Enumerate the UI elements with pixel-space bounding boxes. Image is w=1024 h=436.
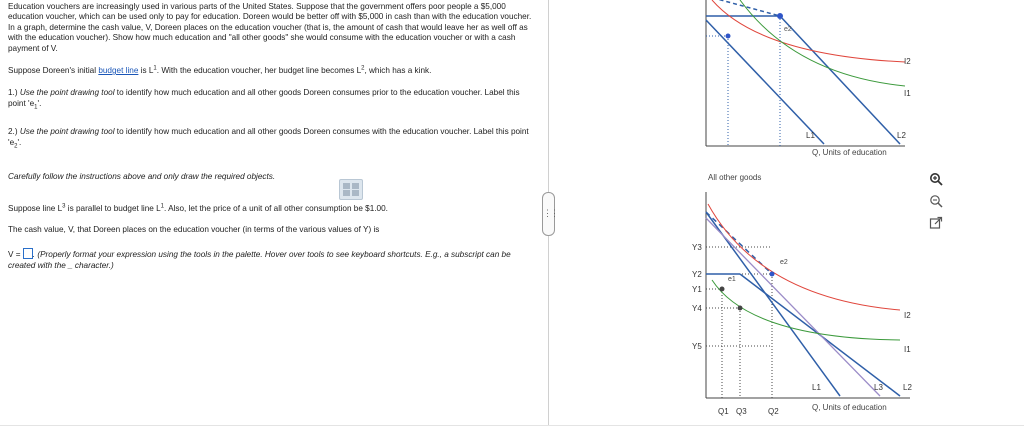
budget-line-statement: Suppose Doreen's initial budget line is $L^1$. With the education voucher, her budget line becomes $L^2$, which has a kink. <box>8 65 432 76</box>
top-label-l2: L2 <box>897 131 906 140</box>
top-label-e2: e2 <box>784 26 792 33</box>
problem-panel <box>8 2 538 271</box>
question-2: 2.) Use the point drawing tool to identify how much education and all other goods Doreen consumes with the education voucher. Label this point '$e_2$'. <box>8 127 529 150</box>
top-point-e1 <box>726 34 731 39</box>
question-1: 1.) Use the point drawing tool to identify how much education and all other goods Doreen consumes prior to the education voucher. Label this point '$e_1$'. <box>8 88 520 111</box>
label-l1: L1 <box>812 383 821 392</box>
bottom-x-axis-label: Q, Units of education <box>812 403 887 412</box>
resize-handle[interactable]: ⋮⋮ <box>542 192 555 236</box>
palette-icon[interactable] <box>339 179 363 200</box>
top-label-i1: I1 <box>904 89 911 98</box>
tick-q3: Q3 <box>736 407 747 416</box>
graph-tools <box>929 172 945 238</box>
tick-y5: Y5 <box>692 342 702 351</box>
tick-q1: Q1 <box>718 407 729 416</box>
zoom-out-icon[interactable] <box>929 194 943 208</box>
tick-y3: Y3 <box>692 243 702 252</box>
bottom-indiff-i2 <box>708 204 900 310</box>
label-e1: e1 <box>728 276 736 283</box>
top-budget-l2 <box>780 16 900 144</box>
label-l2: L2 <box>903 383 912 392</box>
top-budget-dashed <box>706 0 780 16</box>
bottom-point-e3 <box>738 306 743 311</box>
top-label-i2: I2 <box>904 57 911 66</box>
bottom-graph <box>690 168 920 423</box>
tick-y1: Y1 <box>692 285 702 294</box>
top-budget-l1 <box>706 20 824 144</box>
zoom-in-icon[interactable] <box>929 172 943 186</box>
instructions: Carefully follow the instructions above and only draw the required objects. <box>8 172 276 182</box>
bottom-point-e1 <box>720 287 725 292</box>
top-label-l1: L1 <box>806 131 815 140</box>
top-x-axis-label: Q, Units of education <box>812 148 887 157</box>
top-indiff-i1 <box>740 0 905 86</box>
budget-line-link[interactable]: budget line <box>98 66 139 76</box>
tick-q2: Q2 <box>768 407 779 416</box>
bottom-point-e2 <box>770 272 775 277</box>
label-e2: e2 <box>780 259 788 266</box>
bottom-y-axis-label: All other goods <box>708 173 762 182</box>
answer-row: V = . (Properly format your expression using the tools in the palette. Hover over tools to see keyboard shortcuts. E.g., a subscript can be created with the _ character.) <box>8 250 511 270</box>
label-i2: I2 <box>904 311 911 320</box>
tick-y2: Y2 <box>692 270 702 279</box>
bottom-budget-l1 <box>706 212 840 396</box>
footer-divider <box>0 425 1024 426</box>
top-indiff-i2 <box>712 0 905 62</box>
v-answer-input[interactable] <box>23 248 33 259</box>
top-point-e2 <box>777 13 783 19</box>
label-l3: L3 <box>874 383 883 392</box>
label-i1: I1 <box>904 345 911 354</box>
popout-icon[interactable] <box>929 216 943 230</box>
tick-y4: Y4 <box>692 304 702 313</box>
bottom-budget-l3 <box>706 218 880 396</box>
top-graph <box>700 0 910 160</box>
problem-intro: Education vouchers are increasingly used in various parts of the United States. Suppose that the government offers poor people a $5,000 education voucher, which can be used only to pay for education. Doreen would be better off with $5,000 in cash than with the education voucher. In a graph, determine the cash value, V, Doreen places on the education voucher (that is, the amount of cash that would leave her as well off as with the education voucher). Show how much education and "all other goods" she would consume with the education voucher or with a cash payment of V. <box>8 2 532 53</box>
l3-statement: Suppose line $L^3$ is parallel to budget line $L^1$. Also, let the price of a unit of all other consumption be $1.00. <box>8 203 388 214</box>
cash-value-question: The cash value, V, that Doreen places on the education voucher (in terms of the various values of Y) is <box>8 224 380 234</box>
